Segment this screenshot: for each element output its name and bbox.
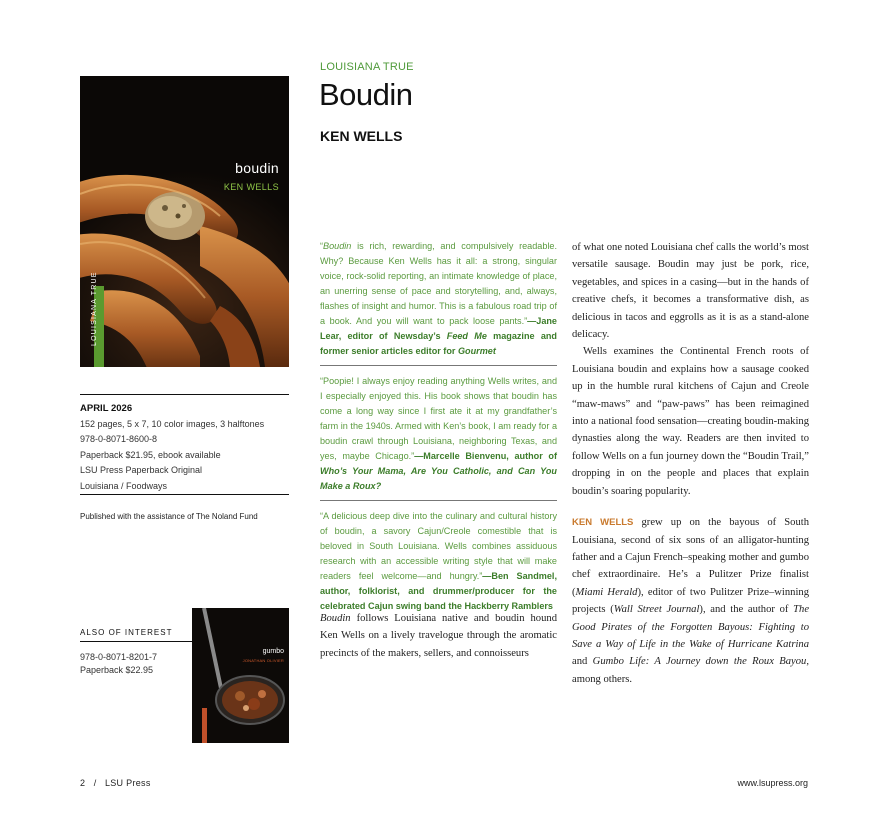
description-para-2: Wells examines the Continental French roots of Louisiana boudin and explains how a sausage cooked up in the humble rural kitchens of Cajun and Creole “maw-maws” and “paw-paws” has been reimagined into a national food sensation—creating boudin-making dynasties along the way. Readers are then invited to follow Wells on a fun journey down the “Boudin Trail,” dropping in on the people and places that explain boudin’s soaring popularity. — [572, 346, 809, 497]
description-continued — [572, 239, 809, 688]
review-quote: “Poopie! I always enjoy reading anything Wells writes, and I especially enjoyed this. His book shows that boudin has come a long way since I first ate it at my grandfather’s farm in the 1940s. Armed with Ken’s book, I am ready for a boudin crawl through Louisiana, neighboring Texas, and yes, maybe Chicago.”—Marcelle Bienvenu, author of Who’s Your Mama, Are You Catholic, and Can You Make a Roux? — [320, 376, 557, 491]
funding-note: Published with the assistance of The Noland Fund — [80, 512, 258, 521]
meta-rule-bottom — [80, 494, 289, 495]
description-start: Boudin follows Louisiana native and boudin hound Ken Wells on a lively travelogue through the aromatic precincts of the makers, sellers, and connoisseurs — [320, 613, 557, 659]
review-divider — [320, 365, 557, 366]
meta-line: 978-0-8071-8600-8 — [80, 434, 158, 444]
description-continuation: of what one noted Louisiana chef calls the world’s most versatile sausage. Boudin may just be pork, rice, vegetables, and spices in a casing—but in the hands of creative chefs, it becomes a transformative dish, as delicious in tacos and eggrolls as it is as a stand-alone delicacy. — [572, 242, 809, 341]
meta-line: LSU Press Paperback Original — [80, 465, 203, 475]
page-number: 2 — [80, 778, 86, 788]
meta-rule-top — [80, 394, 289, 395]
also-of-interest-label: ALSO OF INTEREST — [80, 628, 173, 637]
book-metadata — [80, 401, 290, 494]
aoi-metadata — [80, 651, 157, 677]
aoi-rule — [80, 641, 192, 642]
footer-publisher: LSU Press — [104, 778, 151, 788]
related-cover-title: gumbo — [262, 648, 284, 655]
related-book-cover[interactable] — [192, 608, 289, 743]
cover-title: boudin — [235, 160, 279, 176]
footer-page-info — [80, 778, 151, 788]
footer-separator: / — [93, 778, 97, 788]
meta-line: Louisiana / Foodways — [80, 480, 168, 491]
review-quote: “A delicious deep dive into the culinary and cultural history of boudin, a savory Cajun/Creole comestible that is beloved in South Louisiana. Wells combines assiduous research with an accessible writing style that will make readers feel welcome—and hungry.”—Ben Sandmel, author, folklorist, and drummer/producer for the celebrated Cajun swing band the Hackberry Ramblers — [320, 511, 557, 611]
review-quote: “Boudin is rich, rewarding, and compulsively readable. Why? Because Ken Wells has it all: a strong, singular voice, rock-solid reporting, an intimate knowledge of place, an unerring sense of pace and storytelling, and, always, flashes of insight and humor. This is a fabulous road trip of a book. And you will want to pack loose pants.”—Jane Lear, editor of Newsday’s Feed Me magazine and former senior articles editor for Gourmet — [320, 241, 557, 356]
cover-series-label: LOUISIANA TRUE — [91, 271, 98, 346]
cover-author: KEN WELLS — [223, 182, 279, 192]
book-cover — [80, 76, 289, 367]
aoi-isbn: 978-0-8071-8201-7 — [80, 652, 158, 662]
book-author: KEN WELLS — [320, 128, 403, 144]
book-title: Boudin — [319, 77, 413, 112]
series-name: LOUISIANA TRUE — [320, 61, 414, 73]
gumbo-photo — [192, 608, 289, 743]
reviews — [320, 239, 557, 614]
related-cover-author: JONATHAN OLIVIER — [242, 658, 284, 663]
meta-line: 152 pages, 5 x 7, 10 color images, 3 halftones — [80, 418, 265, 429]
pub-date: APRIL 2026 — [80, 403, 133, 414]
meta-line: Paperback $21.95, ebook available — [80, 449, 221, 460]
review-divider — [320, 500, 557, 501]
author-bio: KEN WELLS grew up on the bayous of South Louisiana, second of six sons of an alligator-hunting father and a Cajun French–speaking mother and gumbo chef extraordinaire. He’s a Pulitzer Prize finalist (Miami Herald), editor of two Pulitzer Prize–winning projects (Wall Street Journal), and the author of The Good Pirates of the Forgotten Bayous: Fighting to Save a Way of Life in the Wake of Hurricane Katrina and Gumbo Life: A Journey down the Roux Bayou, among others. — [572, 517, 810, 685]
aoi-price: Paperback $22.95 — [80, 665, 154, 675]
cover-photo — [80, 76, 289, 367]
publisher-url[interactable]: www.lsupress.org — [737, 778, 808, 788]
